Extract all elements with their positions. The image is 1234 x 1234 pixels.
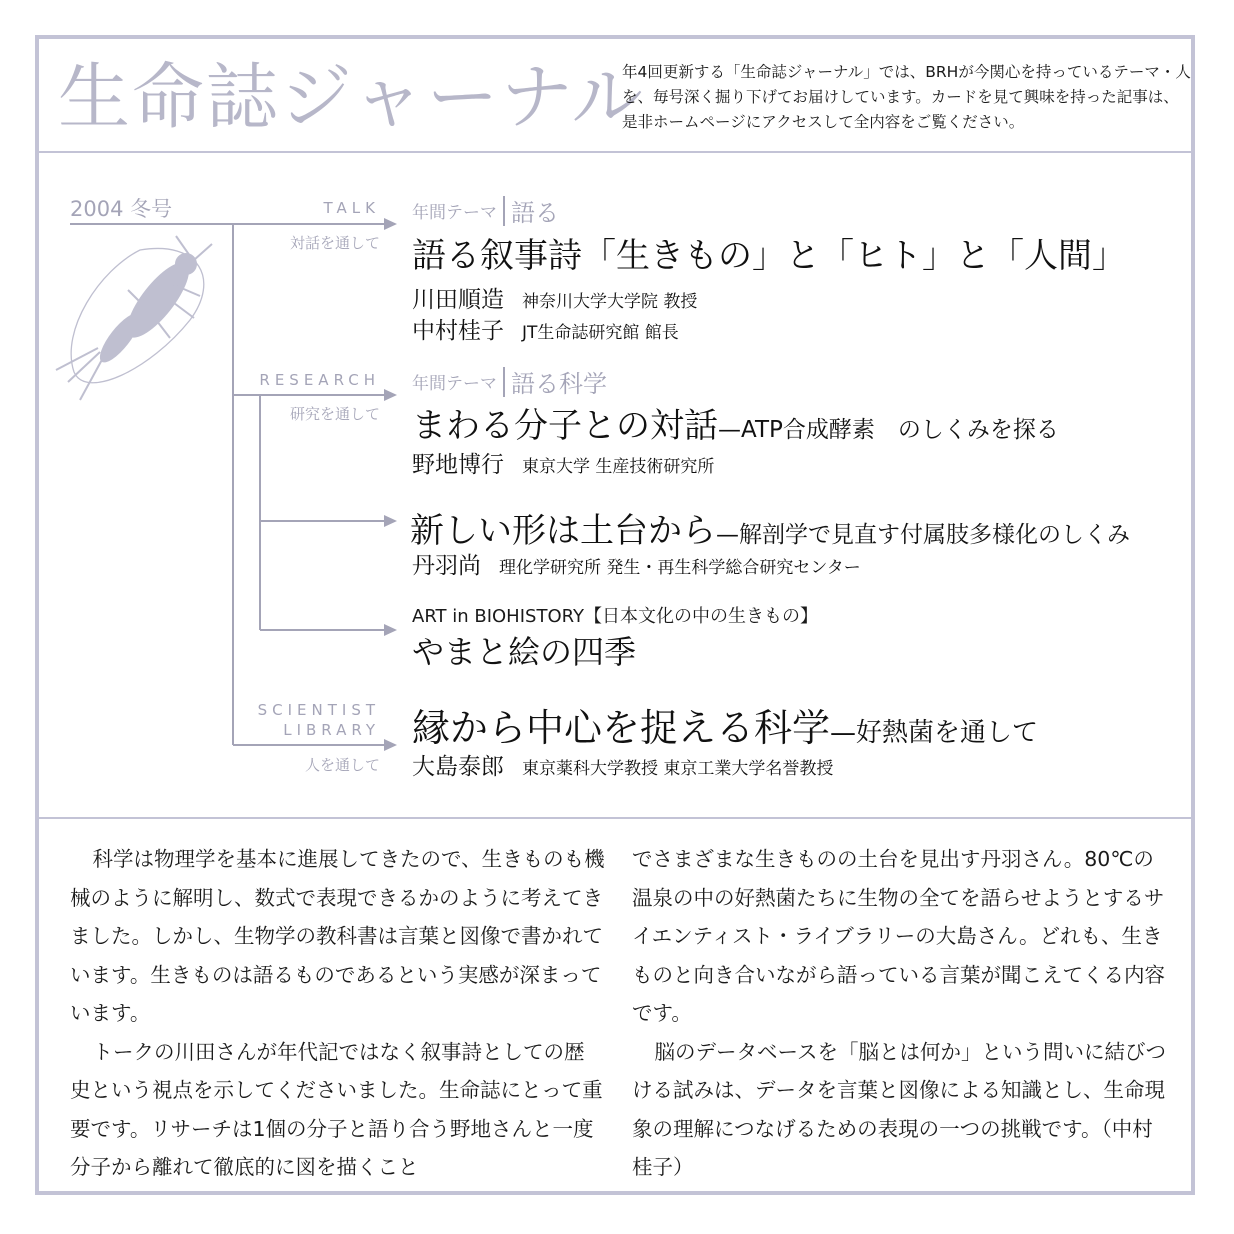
research-article-2-author (412, 547, 861, 580)
author-affiliation: 東京薬科大学教授 東京工業大学名誉教授 (522, 759, 834, 779)
library-title (412, 697, 1038, 752)
research-sub: 研究を通して (289, 405, 380, 423)
category-library-line2: LIBRARY (283, 721, 380, 739)
author-name: 川田順造 (412, 287, 504, 313)
theme-label: 年間テーマ (412, 374, 497, 394)
body-paragraph: 科学は物理学を基本に進展してきたので、生きものも機械のように解明し、数式で表現できるかのように考えてきました。しかし、生物学の教科書は言葉と図像で書かれています。生きものは語るものであるという実感が深まっています。 (70, 847, 605, 1025)
body-right-column (632, 840, 1167, 1187)
article-title: 縁から中心を捉える科学 (412, 706, 831, 750)
author-affiliation: 理化学研究所 発生・再生科学総合研究センター (499, 558, 861, 578)
category-library-line1: SCIENTIST (257, 701, 380, 719)
talk-author-2 (412, 312, 679, 345)
theme-label: 年間テーマ (412, 203, 497, 223)
research-article-1-author (412, 446, 714, 479)
research-theme (412, 364, 607, 399)
theme-divider (503, 196, 505, 226)
theme-value: 語る (511, 199, 559, 227)
art-title: やまと絵の四季 (412, 633, 637, 671)
body-paragraph: トークの川田さんが年代記ではなく叙事詩としての歴史という視点を示してくださいました。生命誌にとって重要です。リサーチは1個の分子と語り合う野地さんと一度分子から離れて徹底的に図を描くこと (70, 1039, 603, 1179)
author-name: 大島泰郎 (412, 754, 504, 780)
talk-title: 語る叙事詩「生きもの」と「ヒト」と「人間」 (412, 236, 1126, 276)
library-sub: 人を通して (304, 756, 380, 774)
article-subtitle: —ATP合成酵素 のしくみを探る (718, 417, 1059, 443)
art-label: ART in BIOHISTORY【日本文化の中の生きもの】 (412, 606, 818, 627)
library-author (412, 748, 833, 781)
talk-sub: 対話を通して (289, 234, 380, 252)
author-name: 野地博行 (412, 452, 504, 478)
article-title: まわる分子との対話 (412, 406, 718, 446)
article-subtitle: —好熱菌を通して (830, 718, 1039, 748)
author-affiliation: 神奈川大学大学院 教授 (522, 292, 698, 312)
author-name: 中村桂子 (412, 318, 504, 344)
body-paragraph: でさまざまな生きものの土台を見出す丹羽さん。80℃の温泉の中の好熱菌たちに生物の全てを語らせようとするサイエンティスト・ライブラリーの大島さん。どれも、生きものと向き合いながら語っている言葉が聞こえてくる内容です。 (632, 847, 1165, 1025)
article-subtitle: —解剖学で見直す付属肢多様化のしくみ (716, 522, 1130, 548)
research-article-1-title (412, 398, 1059, 447)
page-title: 生命誌ジャーナル (58, 55, 645, 139)
author-affiliation: 東京大学 生産技術研究所 (522, 457, 715, 477)
body-left-column (70, 840, 605, 1187)
theme-value: 語る科学 (511, 370, 607, 398)
author-name: 丹羽尚 (412, 553, 481, 579)
talk-theme (412, 193, 559, 228)
category-research: RESEARCH (259, 371, 380, 389)
author-affiliation: JT生命誌研究館 館長 (522, 323, 679, 343)
issue-label: 2004 冬号 (70, 197, 173, 221)
theme-divider (503, 367, 505, 397)
research-article-2-title (410, 503, 1130, 552)
article-title: 新しい形は土台から (410, 511, 716, 551)
talk-author-1 (412, 281, 697, 314)
body-paragraph: 脳のデータベースを「脳とは何か」という問いに結びつける試みは、データを言葉と図像による知識とし、生命現象の理解につなげるための表現の一つの挑戦です。（中村桂子） (632, 1039, 1167, 1179)
intro-text: 年4回更新する「生命誌ジャーナル」では、BRHが今関心を持っているテーマ・人を、毎号深く掘り下げてお届けしています。カードを見て興味を持った記事は、是非ホームページにアクセスして全内容をご覧ください。 (622, 63, 1191, 131)
category-talk: TALK (323, 199, 380, 217)
mayfly-icon (56, 236, 212, 400)
